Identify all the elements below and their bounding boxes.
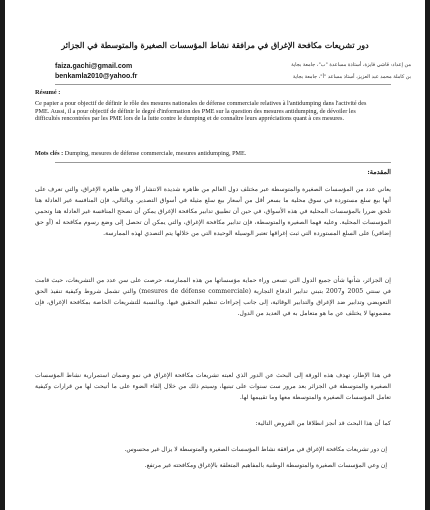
intro-heading: المقدمة: — [367, 168, 391, 176]
resume-text: Ce papier a pour objectif de définir le rôle des mesures nationales de défense commerciale relatives à l'antidumping dans l'activité des PME. Aussi, il a pour objectif de définir le degré d'information des PME sur la question des mesures antidumping, de dévoiler les difficultés rencontrées par les PME lors de la lutte contre le dumping et de connaître leurs appréciations quant à ces mesures. — [35, 100, 367, 123]
paper-page — [5, 0, 425, 510]
abstract-divider — [55, 162, 391, 163]
author-2-email[interactable]: benkamla2010@yahoo.fr — [55, 73, 138, 80]
author-2-affiliation: بن كاملة محمد عبد العزيز، أستاذ مساعد "أ"، جامعة بجاية — [292, 74, 411, 80]
author-1-email[interactable]: faiza.gachi@gmail.com — [55, 63, 133, 70]
hypothesis-item-2: إن وعي المؤسسات الصغيرة والمتوسطة الوطنية بالمفاهيم المتعلقة بالإغراق ومكافحته غير مرتفع. — [144, 462, 387, 469]
header-divider — [55, 84, 391, 85]
author-1-affiliation: من إعداد: قاشي فايزة، أستاذة مساعدة "ب"، جامعة بجاية — [291, 62, 411, 68]
paper-title: دور تشريعات مكافحة الإغراق في مرافقة نشاط المؤسسات الصغيرة والمتوسطة في الجزائر — [61, 40, 369, 50]
hypothesis-item-1: إن دور تشريعات مكافحة الإغراق في مرافقة نشاط المؤسسات الصغيرة والمتوسطة لا يزال غير محسوس. — [124, 446, 387, 453]
intro-paragraph-3: في هذا الإطار، تهدف هذه الورقة إلى البحث عن الدور الذي لعبته تشريعات مكافحة الإغراق في نمو وضمان استمرارية نشاط المؤسسات الصغيرة والمتوسطة في الجزائر بعد مرور ست سنوات على تبنيها، وسيتم ذلك من خلال إلقاء الضوء على ما أتيحت لها من قرارات وكيفية تعامل المؤسسات الصغيرة والمتوسطة معها وما تقييمها لها. — [35, 372, 391, 401]
keywords-label: Mots clés : — [35, 150, 64, 157]
intro-paragraph-1: يعاني عدد من المؤسسات الصغيرة والمتوسطة عبر مختلف دول العالم من ظاهرة شديدة الانتشار ألا وهي ظاهرة الإغراق، والتي تعرف على أنها بيع سلع مستوردة في سوق محلية ما بسعر أقل من أسعار بيع سلع مثيلة في أسواق التصدير. وبالتالي، فإن المنافسة غير العادلة هنا تلحق ضررا بالمؤسسات المحلية في هذه الأسواق، في حين أن تطبيق تدابير مكافحة الإغراق يمكن أن تصحح المنافسة غير العادلة هنا وتحمي المؤسسات المحلية. وعليه فهما الصغيرة والمتوسطة، فإن تدابير مكافحة الإغراق، والتي يمكن أن تحصل إلى وضع رسوم مكافحة له (أو حق إضافي) على السلع المستوردة التي ثبت إغراقها تعتبر الوسيلة الوحيدة التي من خلالها يتم التصدي لهذه الممارسة. — [35, 186, 391, 237]
keywords — [35, 150, 395, 158]
intro-paragraph-2: إن الجزائر، شأنها شأن جميع الدول التي تسعى وراء حماية مؤسساتها من هذه الممارسة، حرصت على سن عدد من التشريعات، حيث قامت في سنتي 2005 و2007 بتبني تدابير الدفاع التجارية (mesures de défense commerciale) والتي تشمل شروط وكيفية تنفيذ الحق التعويضي وتدابير ضد الإغراق والتدابير الوقائية، إلى جانب إجراءات تنظيم التحقيق فيها. وبالنسبة للتشريعات الخاصة بمكافحة الإغراق، فإن مضمونها لا يختلف عن ما هو متعامل به في العديد من الدول. — [35, 277, 391, 317]
resume-heading: Résumé : — [35, 89, 61, 96]
intro-paragraph-4: كما أن هذا البحث قد أنجز انطلاقا من الفروض التالية: — [255, 420, 391, 427]
keywords-text: Dumping, mesures de défense commerciale, mesures antidumping, PME. — [64, 150, 247, 157]
